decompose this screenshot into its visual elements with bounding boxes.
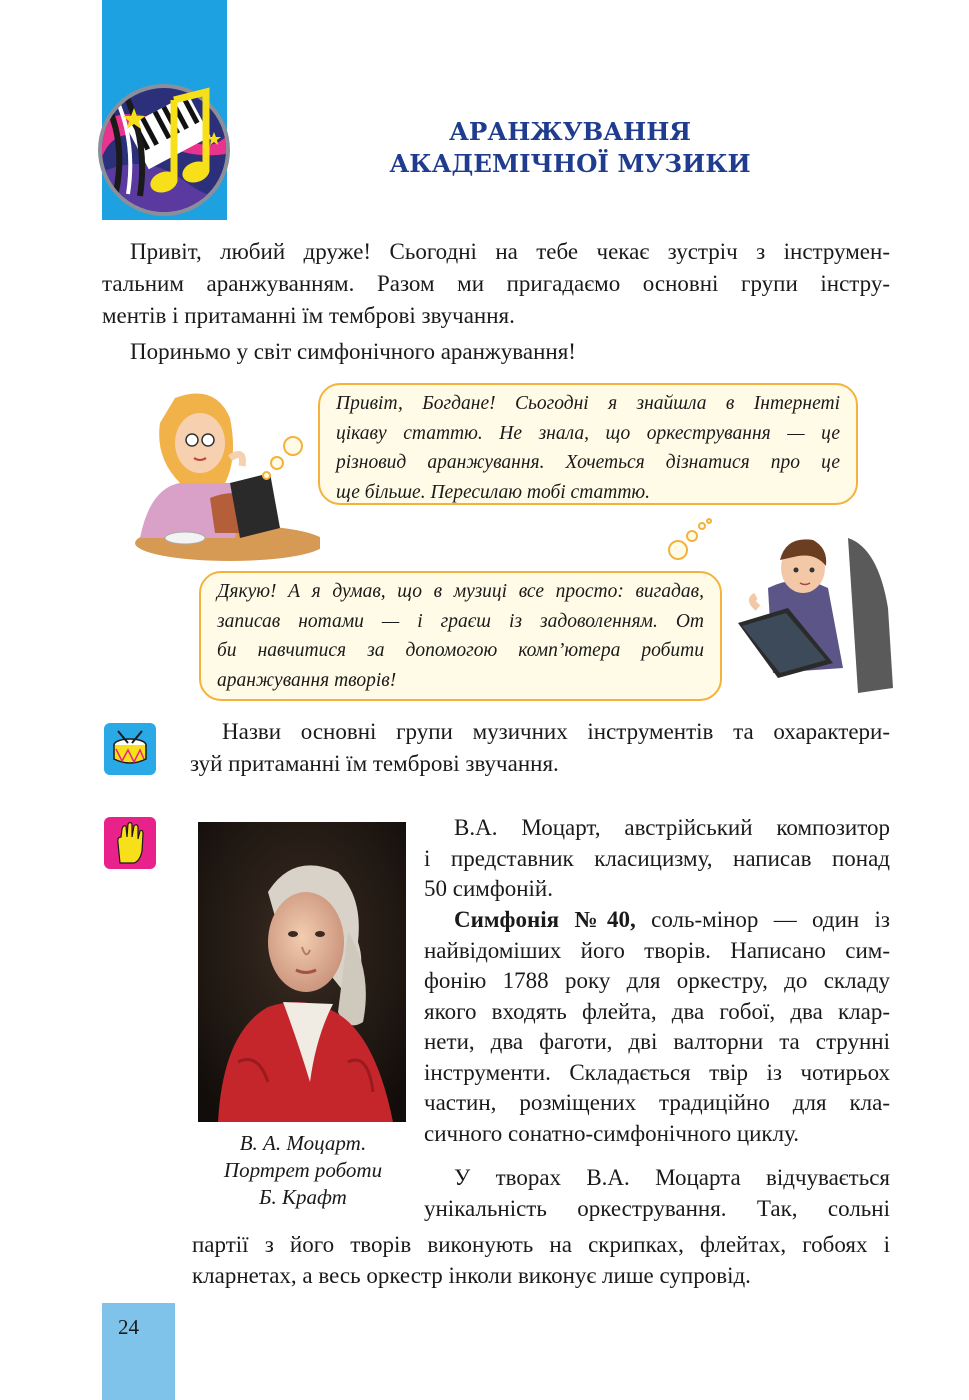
article-paragraph-1 [424, 813, 890, 905]
article-p1-line-3: 50 симфоній. [424, 876, 553, 901]
article-p2-line-4: якого входять флейта, два гобої, два клар- [424, 998, 890, 1024]
thought-dot [270, 456, 284, 470]
boy-at-laptop-illustration [728, 528, 898, 696]
thought-dot [698, 522, 706, 530]
article-p1-line-1: В.А. Моцарт, австрійський композитор [454, 815, 890, 840]
girl-at-laptop-illustration [120, 388, 320, 563]
article-p2-line-3: фонію 1788 року для оркестру, до складу [424, 968, 890, 993]
drum-icon [104, 723, 156, 775]
article-p1-line-2: і представник класицизму, написав понад [424, 845, 890, 871]
thought-dot [706, 518, 712, 524]
article-p2-line-1 [424, 905, 890, 936]
thought-dot [262, 471, 271, 480]
girl-speech-bubble [318, 383, 858, 505]
symphony-title: Симфонія №40, [454, 907, 636, 932]
girl-line-3: різновид аранжування. Хочеться дізнатися про це [336, 452, 840, 473]
caption-line-1: В. А. Моцарт. [239, 1131, 367, 1155]
intro-line-1: Привіт, любий друже! Сьогодні на тебе чекає зустріч з інструмен- [130, 239, 890, 264]
boy-line-4: аранжування творів! [217, 669, 397, 691]
thought-dot [686, 530, 698, 542]
task-line-2: зуй притаманні їм темброві звучання. [190, 751, 559, 776]
page-number: 24 [118, 1315, 139, 1339]
caption-line-2: Портрет роботи [223, 1158, 383, 1182]
intro-paragraph [102, 236, 890, 332]
boy-line-2: записав нотами — і граєш із задоволенням. От [217, 610, 704, 632]
mozart-portrait [198, 822, 406, 1122]
music-emblem-icon [96, 82, 232, 218]
intro-lead: Пориньмо у світ симфонічного аранжування! [130, 339, 576, 364]
title-line-2: АКАДЕМІЧНОЇ МУЗИКИ [389, 149, 751, 178]
title-line-1: АРАНЖУВАННЯ [448, 117, 692, 146]
article-p3-line-4: кларнетах, а весь оркестр інколи виконує лише супровід. [192, 1263, 751, 1288]
girl-line-4: ще більше. Пересилаю тобі статтю. [336, 481, 651, 503]
article-p2-line-2: найвідоміших його творів. Написано сим- [424, 937, 890, 963]
article-paragraph-3-continued [192, 1229, 890, 1291]
article-paragraph-2 [424, 905, 890, 1149]
article-p3-line-2: унікальність оркестрування. Так, сольні [424, 1195, 890, 1221]
portrait-caption [188, 1130, 418, 1211]
intro-line-2: тальним аранжуванням. Разом ми пригадаємо основні групи інстру- [102, 271, 890, 296]
article-p2-line-7: частин, розміщених традиційно для кла- [424, 1090, 890, 1115]
article-p2-line-6: інструменти. Складається твір із чотирьох [424, 1059, 890, 1085]
article-p2-line-8: сичного сонатно-симфонічного циклу. [424, 1120, 800, 1146]
article-paragraph-3 [424, 1163, 890, 1224]
caption-line-3: Б. Крафт [259, 1185, 347, 1209]
boy-line-1: Дякую! А я думав, що в музиці все просто: вигадав, [217, 581, 704, 602]
thought-dot [668, 540, 688, 560]
article-p2-line-1-rest: соль-мінор — один із [635, 907, 891, 932]
boy-speech-bubble [199, 571, 722, 701]
hand-icon [104, 817, 156, 869]
girl-line-1: Привіт, Богдане! Сьогодні я знайшла в Інтернеті [336, 393, 840, 414]
thought-dot [283, 436, 303, 456]
page-title [380, 116, 760, 180]
girl-line-2: цікаву статтю. Не знала, що оркестрування — це [336, 422, 840, 444]
task-paragraph [190, 716, 890, 780]
boy-line-3: би навчитися за допомогою комп’ютера робити [217, 640, 704, 661]
article-p3-line-1: У творах В.А. Моцарта відчувається [454, 1165, 890, 1190]
intro-line-3: ментів і притаманні їм темброві звучання. [102, 303, 515, 328]
article-p3-line-3: партії з його творів виконують на скрипках, флейтах, гобоях і [192, 1232, 890, 1257]
article-p2-line-5: нети, два фаготи, дві валторни та струнні [424, 1029, 890, 1054]
task-line-1: Назви основні групи музичних інструментів та охарактери- [222, 719, 890, 744]
